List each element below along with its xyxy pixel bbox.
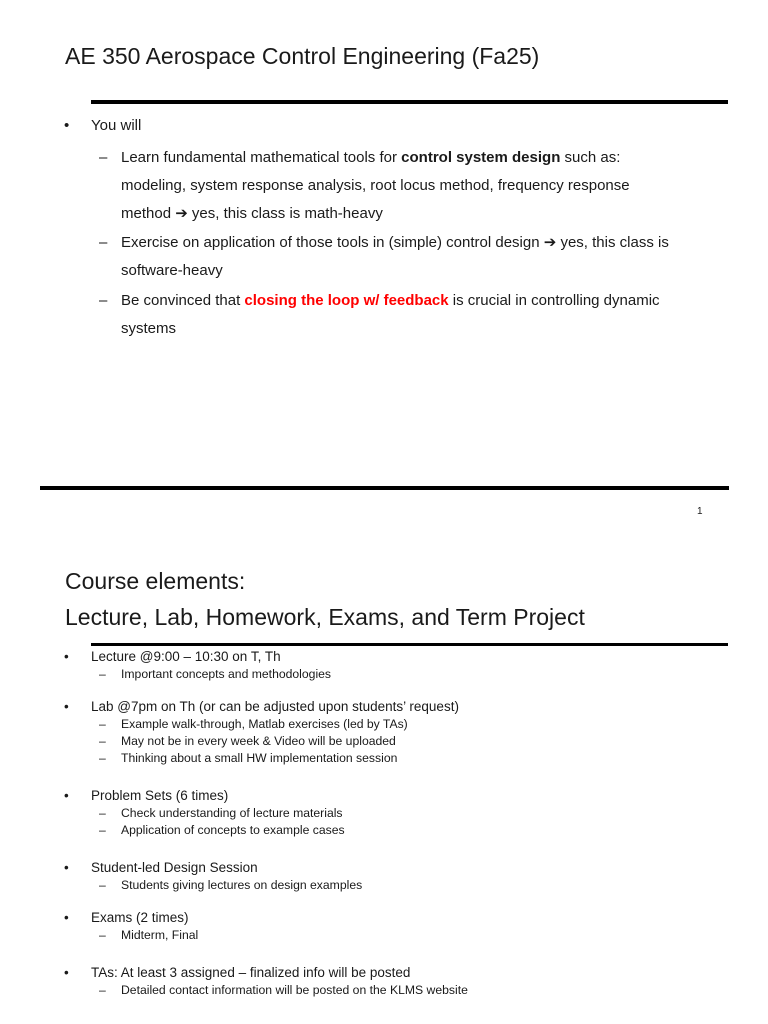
section-subitem: Check understanding of lecture materials xyxy=(121,806,343,820)
slide1-title-rule xyxy=(91,100,728,104)
section-heading: Lecture @9:00 – 10:30 on T, Th xyxy=(91,649,281,664)
slide2-title-line2: Lecture, Lab, Homework, Exams, and Term Project xyxy=(65,604,585,630)
item3-text-red: closing the loop w/ feedback xyxy=(244,292,449,309)
section-heading: TAs: At least 3 assigned – finalized info will be posted xyxy=(91,965,411,980)
page-number: 1 xyxy=(697,506,703,517)
section-subitem: May not be in every week & Video will be uploaded xyxy=(121,734,396,748)
item1-line2: modeling, system response analysis, root locus method, frequency response xyxy=(121,177,630,194)
slide1-item-3 xyxy=(121,287,721,343)
bullet-icon: • xyxy=(64,910,69,925)
item3-text-post: is crucial in controlling dynamic xyxy=(448,292,660,309)
bullet-icon: • xyxy=(64,860,69,875)
slide2-title-rule xyxy=(91,643,728,646)
dash-icon: – xyxy=(99,234,108,251)
bullet-icon: • xyxy=(64,699,69,714)
item2-line2: software-heavy xyxy=(121,262,223,279)
dash-icon: – xyxy=(99,667,106,681)
dash-icon: – xyxy=(99,717,106,731)
section-subitem: Detailed contact information will be posted on the KLMS website xyxy=(121,983,468,997)
slide2-title-line1: Course elements: xyxy=(65,568,246,594)
bullet-icon: • xyxy=(64,965,69,980)
section-heading: Lab @7pm on Th (or can be adjusted upon students’ request) xyxy=(91,699,459,714)
bullet-icon: • xyxy=(64,117,70,134)
section-heading: Exams (2 times) xyxy=(91,910,189,925)
section-subitem: Thinking about a small HW implementation session xyxy=(121,751,398,765)
slide1-item-2 xyxy=(121,229,721,285)
item1-text-post: such as: xyxy=(560,149,621,166)
dash-icon: – xyxy=(99,751,106,765)
dash-icon: – xyxy=(99,878,106,892)
slide-separator xyxy=(40,486,729,490)
item1-text-bold: control system design xyxy=(401,149,561,166)
item2-line1: Exercise on application of those tools in (simple) control design ➔ yes, this class is xyxy=(121,234,669,251)
item1-text-pre: Learn fundamental mathematical tools for xyxy=(121,149,402,166)
slide1-item-1 xyxy=(121,144,721,228)
section-heading: Problem Sets (6 times) xyxy=(91,788,229,803)
item3-line2: systems xyxy=(121,320,177,337)
slide1-title: AE 350 Aerospace Control Engineering (Fa25) xyxy=(65,43,540,69)
dash-icon: – xyxy=(99,149,108,166)
item3-text-pre: Be convinced that xyxy=(121,292,245,309)
section-subitem: Application of concepts to example cases xyxy=(121,823,345,837)
bullet-icon: • xyxy=(64,649,69,664)
section-subitem: Students giving lectures on design examples xyxy=(121,878,363,892)
dash-icon: – xyxy=(99,983,106,997)
dash-icon: – xyxy=(99,292,108,309)
item1-line3: method ➔ yes, this class is math-heavy xyxy=(121,205,383,222)
dash-icon: – xyxy=(99,806,106,820)
section-heading: Student-led Design Session xyxy=(91,860,258,875)
dash-icon: – xyxy=(99,734,106,748)
section-subitem: Midterm, Final xyxy=(121,928,199,942)
bullet-icon: • xyxy=(64,788,69,803)
section-subitem: Example walk-through, Matlab exercises (led by TAs) xyxy=(121,717,408,731)
section-subitem: Important concepts and methodologies xyxy=(121,667,332,681)
slide1-bullet-text: You will xyxy=(91,117,142,134)
dash-icon: – xyxy=(99,823,106,837)
dash-icon: – xyxy=(99,928,106,942)
